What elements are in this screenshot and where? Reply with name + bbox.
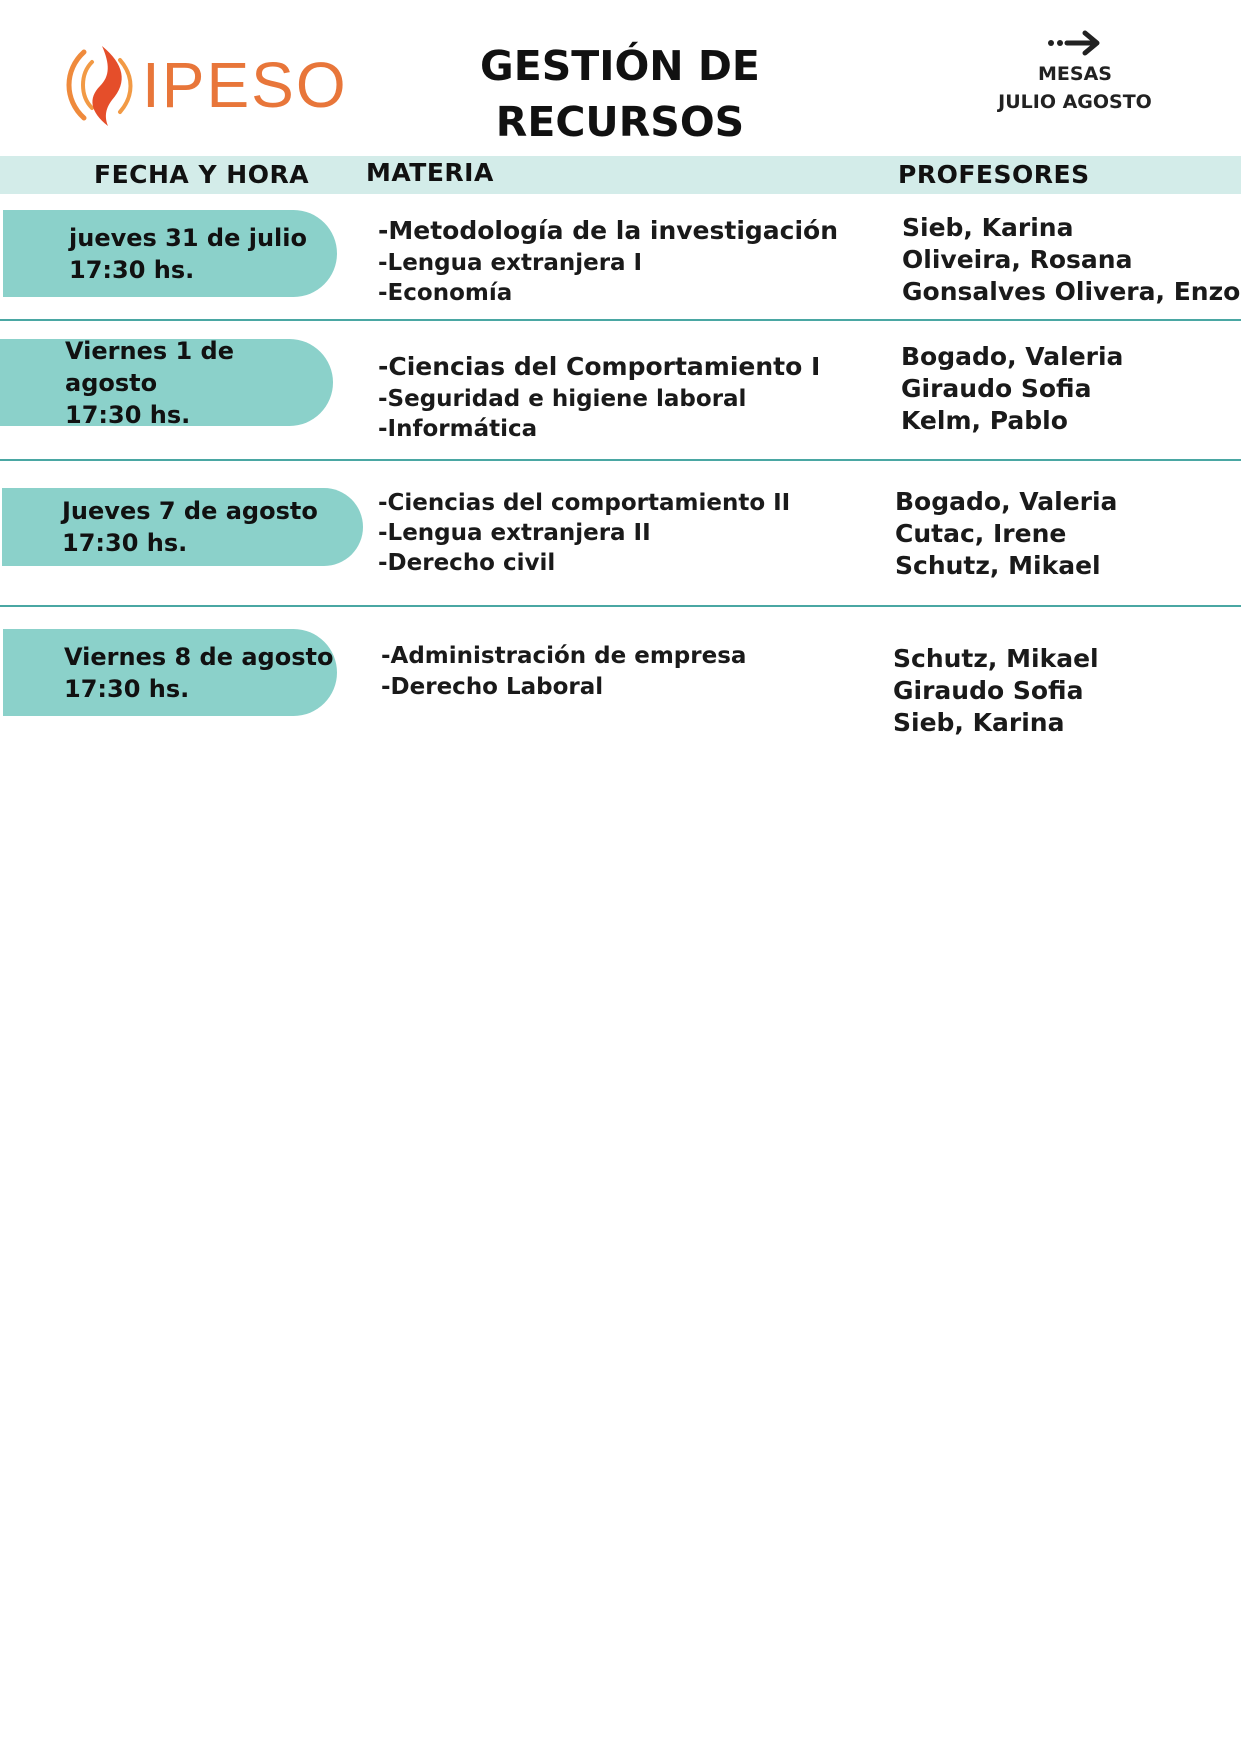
date-day: Jueves 7 de agosto bbox=[62, 497, 318, 525]
teacher-name: Kelm, Pablo bbox=[901, 406, 1068, 435]
subject-item: -Ciencias del comportamiento II bbox=[378, 490, 791, 516]
date-day: Viernes 8 de agosto bbox=[64, 642, 334, 671]
teacher-name: Gonsalves Olivera, Enzo bbox=[902, 277, 1241, 306]
title-line-1: GESTIÓN DE bbox=[480, 42, 760, 90]
subject-item: -Informática bbox=[378, 416, 538, 442]
header-teachers: PROFESORES bbox=[898, 160, 1090, 189]
date-time: 17:30 hs. bbox=[69, 255, 195, 284]
row-divider bbox=[0, 605, 1241, 607]
title-line-2: RECURSOS bbox=[495, 98, 745, 146]
teacher-list bbox=[895, 486, 1117, 582]
teacher-list bbox=[901, 341, 1123, 437]
teacher-list bbox=[902, 212, 1240, 308]
subject-item: -Seguridad e higiene laboral bbox=[378, 386, 747, 412]
period-badge bbox=[960, 30, 1190, 116]
date-day: Viernes 1 de agosto bbox=[65, 336, 235, 397]
teacher-name: Sieb, Karina bbox=[893, 708, 1065, 737]
brand-logo bbox=[62, 42, 348, 128]
teacher-name: Sieb, Karina bbox=[902, 213, 1074, 242]
subject-list bbox=[381, 641, 746, 703]
date-day: jueves 31 de julio bbox=[69, 223, 307, 252]
subject-item: -Economía bbox=[378, 280, 513, 306]
subject-item: -Derecho civil bbox=[378, 550, 556, 576]
subject-item: -Lengua extranjera II bbox=[378, 520, 651, 546]
date-pill bbox=[3, 210, 337, 297]
brand-name: IPESO bbox=[142, 49, 348, 121]
date-time: 17:30 hs. bbox=[64, 674, 190, 703]
subject-item: -Ciencias del Comportamiento I bbox=[378, 352, 821, 381]
teacher-name: Schutz, Mikael bbox=[893, 644, 1099, 673]
teacher-name: Schutz, Mikael bbox=[895, 551, 1101, 580]
teacher-name: Cutac, Irene bbox=[895, 519, 1067, 548]
date-time: 17:30 hs. bbox=[62, 529, 188, 557]
teacher-name: Bogado, Valeria bbox=[895, 487, 1118, 516]
subject-item: -Lengua extranjera I bbox=[378, 250, 643, 276]
subject-item: -Derecho Laboral bbox=[381, 674, 604, 700]
header-subject: MATERIA bbox=[366, 158, 494, 187]
subject-list bbox=[378, 488, 790, 578]
row-divider bbox=[0, 319, 1241, 321]
subject-item: -Metodología de la investigación bbox=[378, 216, 839, 245]
badge-line-2: JULIO AGOSTO bbox=[998, 91, 1152, 113]
date-pill bbox=[2, 488, 363, 566]
subject-list bbox=[378, 214, 838, 308]
header-date: FECHA Y HORA bbox=[94, 160, 310, 189]
teacher-name: Giraudo Sofia bbox=[893, 676, 1084, 705]
teacher-list bbox=[893, 643, 1099, 739]
dotted-arrow-right-icon bbox=[1045, 30, 1105, 56]
date-pill bbox=[3, 629, 337, 716]
teacher-name: Giraudo Sofia bbox=[901, 374, 1092, 403]
date-pill bbox=[0, 336, 333, 429]
row-divider bbox=[0, 459, 1241, 461]
date-time: 17:30 hs. bbox=[65, 400, 191, 429]
ipeso-logo-icon bbox=[62, 42, 140, 128]
teacher-name: Oliveira, Rosana bbox=[902, 245, 1133, 274]
badge-line-1: MESAS bbox=[1038, 63, 1112, 85]
subject-list bbox=[378, 350, 820, 444]
teacher-name: Bogado, Valeria bbox=[901, 342, 1124, 371]
subject-item: -Administración de empresa bbox=[381, 643, 747, 669]
